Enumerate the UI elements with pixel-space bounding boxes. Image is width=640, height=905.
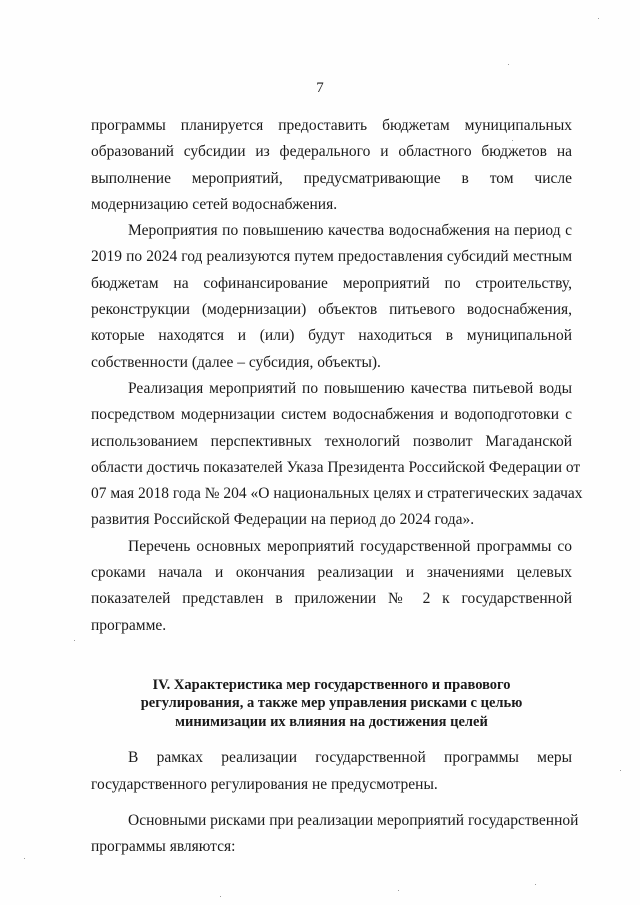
heading-line: IV. Характеристика мер государственного и правового bbox=[152, 676, 511, 693]
paragraph-4 bbox=[91, 534, 572, 639]
paragraph-3 bbox=[91, 376, 583, 534]
text-line: 07 мая 2018 года № 204 «О национальных целях и стратегических задачах bbox=[91, 485, 583, 503]
text-line: развития Российской Федерации на период до 2024 года». bbox=[91, 511, 475, 529]
section-heading bbox=[91, 676, 572, 732]
text-line: Мероприятия по повышению качества водоснабжения на период с bbox=[128, 222, 572, 240]
text-line: сроками начала и окончания реализации и значениями целевых bbox=[91, 564, 572, 582]
scan-speck bbox=[512, 140, 513, 141]
text-line: показателей представлен в приложении № 2 к государственной bbox=[91, 590, 572, 608]
text-line: области достичь показателей Указа Президента Российской Федерации от bbox=[91, 458, 581, 476]
page-body bbox=[91, 113, 583, 861]
paragraph-6 bbox=[91, 808, 579, 861]
heading-line: регулирования, а также мер управления рисками с целью bbox=[140, 695, 523, 712]
text-line: программы являются: bbox=[91, 838, 236, 856]
scan-speck bbox=[398, 890, 399, 891]
text-line: посредством модернизации систем водоснабжения и водоподготовки с bbox=[91, 406, 572, 424]
scan-speck bbox=[620, 770, 621, 771]
paragraph-1 bbox=[91, 113, 572, 218]
text-line: образований субсидии из федерального и областного бюджетов на bbox=[91, 143, 572, 161]
page-number: 7 bbox=[316, 80, 324, 96]
paragraph-2 bbox=[91, 218, 572, 376]
text-line: программы планируется предоставить бюджетам муниципальных bbox=[91, 117, 572, 134]
scan-speck bbox=[598, 18, 599, 19]
text-line: модернизацию сетей водоснабжения. bbox=[91, 195, 338, 213]
text-line: В рамках реализации государственной программы меры bbox=[128, 749, 572, 767]
heading-line: минимизации их влияния на достижения целей bbox=[175, 713, 488, 730]
text-line: Реализация мероприятий по повышению качества питьевой воды bbox=[128, 379, 572, 397]
text-line: которые находятся и (или) будут находиться в муниципальной bbox=[91, 327, 572, 345]
text-line: Основными рисками при реализации мероприятий государственной bbox=[128, 812, 579, 830]
scan-speck bbox=[535, 884, 536, 885]
text-line: собственности (далее – субсидия, объекты). bbox=[91, 353, 381, 371]
scan-speck bbox=[74, 640, 75, 641]
text-line: реконструкции (модернизации) объектов питьевого водоснабжения, bbox=[91, 301, 572, 319]
text-line: государственного регулирования не предусмотрены. bbox=[91, 775, 438, 793]
text-line: 2019 по 2024 год реализуются путем предоставления субсидий местным bbox=[91, 248, 572, 266]
text-line: программе. bbox=[91, 616, 167, 634]
scan-speck bbox=[220, 896, 221, 897]
text-line: выполнение мероприятий, предусматривающие в том числе bbox=[91, 169, 572, 187]
scan-speck bbox=[508, 64, 509, 65]
text-line: бюджетам на софинансирование мероприятий по строительству, bbox=[91, 274, 572, 292]
text-line: использованием перспективных технологий позволит Магаданской bbox=[91, 432, 572, 450]
text-line: Перечень основных мероприятий государственной программы со bbox=[128, 537, 572, 555]
paragraph-5 bbox=[91, 745, 572, 798]
scan-speck bbox=[24, 858, 25, 859]
